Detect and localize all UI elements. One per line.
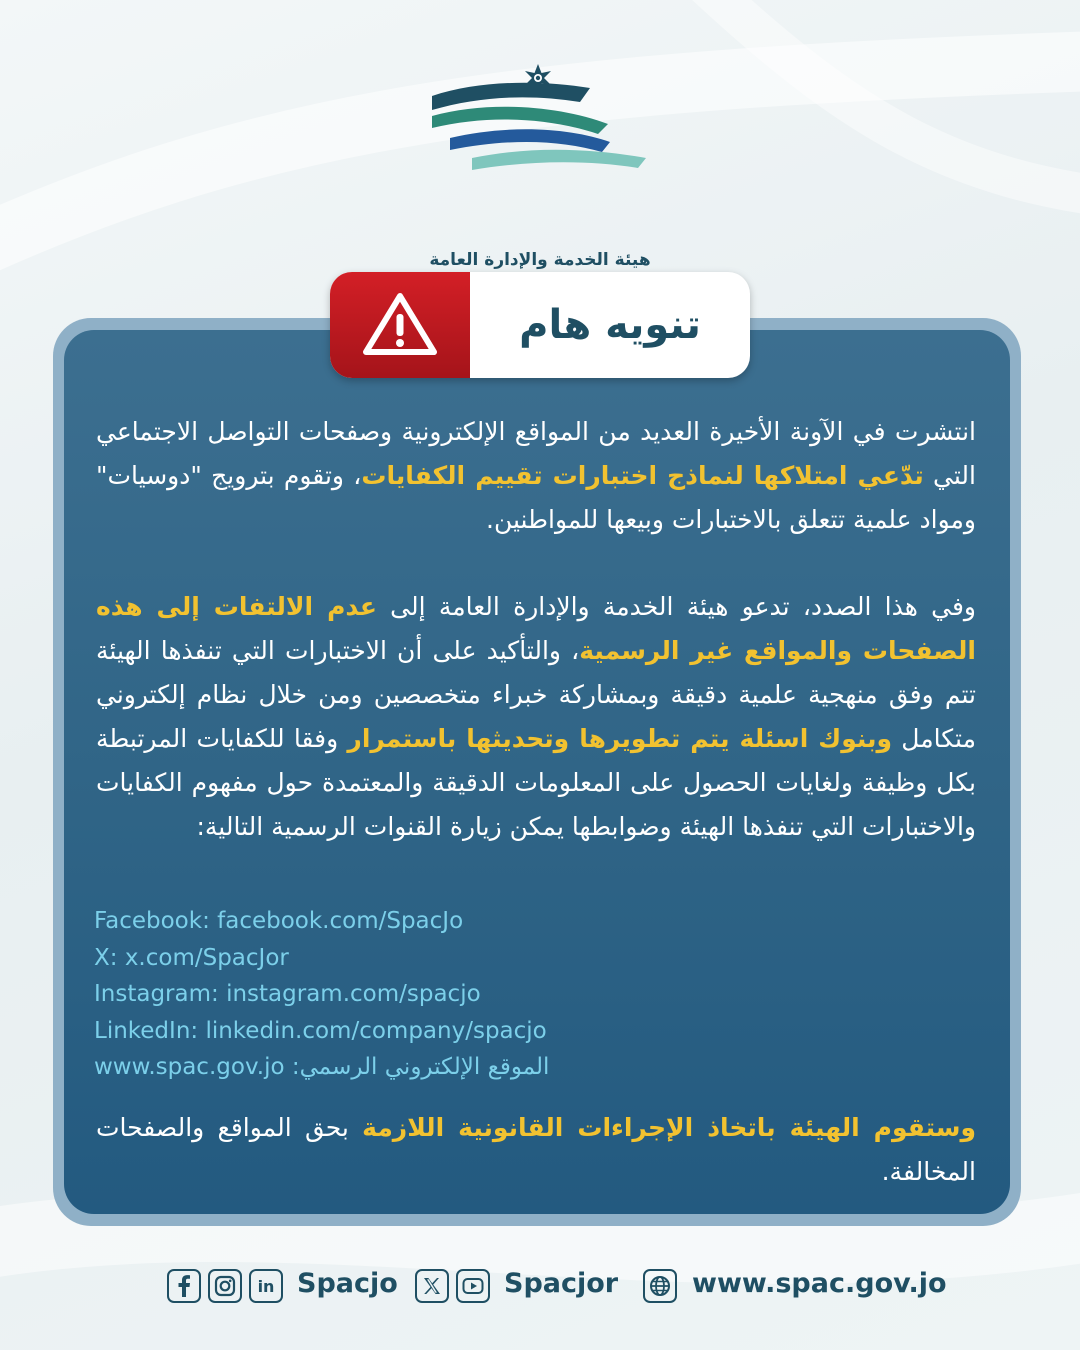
highlight-text: تدّعي امتلاكها لنماذج اختبارات تقييم الكفايات	[361, 461, 924, 490]
instagram-link[interactable]: Instagram: instagram.com/spacjo	[94, 981, 481, 1008]
paragraph-text: ، وتقوم بترويج "دوسيات" ومواد علمية تتعلق بالاختبارات وبيعها للمواطنين.	[96, 461, 976, 534]
paragraph-text: وفقا للكفايات المرتبطة بكل وظيفة ولغايات الحصول على المعلومات الدقيقة والمعتمدة حول مفهوم الكفايات والاختبارات التي تنفذها الهيئة وضوابطها يمكن زيارة القنوات الرسمية التالية:	[96, 724, 976, 841]
linkedin-link[interactable]: LinkedIn: linkedin.com/company/spacjo	[94, 1017, 547, 1044]
highlight-text: وستقوم الهيئة باتخاذ الإجراءات القانونية اللازمة	[362, 1113, 977, 1142]
official-channels-list	[94, 903, 694, 1086]
paragraph-text: وفي هذا الصدد، تدعو هيئة الخدمة والإدارة العامة إلى	[376, 592, 976, 621]
paragraph-legal	[96, 1106, 976, 1194]
footer-handle-spacjo[interactable]: Spacjo	[297, 1268, 398, 1299]
paragraph-intro	[96, 410, 976, 542]
spac-logo	[420, 62, 660, 270]
highlight-text: وبنوك اسئلة يتم تطويرها وتحديثها باستمرار	[347, 724, 893, 753]
notice-title: تنويه هام	[519, 302, 701, 348]
svg-text:in: in	[257, 1277, 275, 1296]
paragraph-text: ، والتأكيد على أن الاختبارات التي تنفذها الهيئة تتم وفق منهجية علمية دقيقة وبمشاركة خبراء متخصصين ومن خلال نظام إلكتروني متكامل	[96, 636, 976, 753]
paragraph-text: بحق المواقع والصفحات المخالفة.	[96, 1113, 976, 1186]
footer-website[interactable]: www.spac.gov.jo	[692, 1268, 947, 1299]
notice-header	[330, 272, 750, 378]
warning-triangle-icon	[360, 290, 440, 360]
footer-handle-spacjor[interactable]: Spacjor	[504, 1268, 619, 1299]
linkedin-icon[interactable]	[249, 1269, 283, 1303]
instagram-icon[interactable]	[208, 1269, 242, 1303]
logo-emblem	[420, 62, 660, 182]
website-link[interactable]: www.spac.gov.jo :الموقع الإلكتروني الرسمي	[94, 1054, 550, 1081]
warning-badge	[330, 272, 470, 378]
footer-social-bar	[0, 1262, 1080, 1312]
paragraph-statement	[96, 585, 976, 849]
x-link[interactable]: X: x.com/SpacJor	[94, 944, 289, 971]
globe-icon[interactable]	[643, 1269, 677, 1303]
highlight-text: عدم الالتفات إلى هذه الصفحات والمواقع غير الرسمية	[96, 592, 976, 665]
paragraph-text: انتشرت في الآونة الأخيرة العديد من المواقع الإلكترونية وصفحات التواصل الاجتماعي التي	[96, 417, 976, 490]
facebook-icon[interactable]	[167, 1269, 201, 1303]
facebook-link[interactable]: Facebook: facebook.com/SpacJo	[94, 908, 464, 934]
org-name-arabic: هيئة الخدمة والإدارة العامة	[429, 250, 651, 270]
x-icon[interactable]	[415, 1269, 449, 1303]
youtube-icon[interactable]	[456, 1269, 490, 1303]
